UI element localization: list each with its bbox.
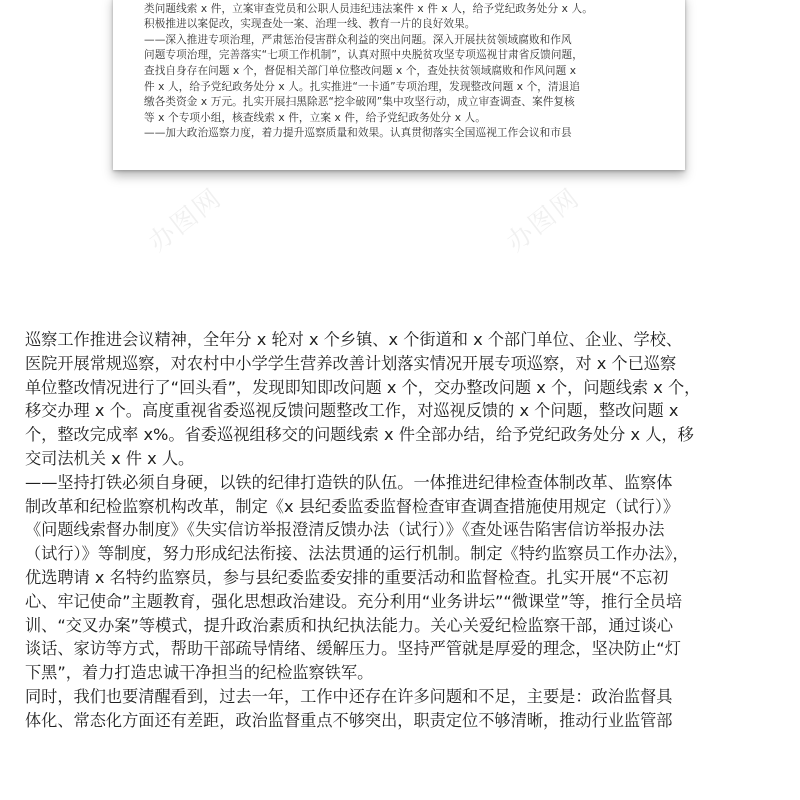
- preview-area: [0, 0, 800, 296]
- card-line: 等 x 个专项小组，核查线索 x 件，立案 x 件，给予党纪政务处分 x 人。: [144, 111, 486, 124]
- body-line: ——坚持打铁必须自身硬，以铁的纪律打造铁的队伍。一体推进纪律检查体制改革、监察体: [25, 472, 673, 492]
- body-line: 同时，我们也要清醒看到，过去一年，工作中还存在许多问题和不足，主要是：政治监督具: [25, 686, 673, 706]
- document-body: [25, 328, 780, 733]
- body-line: （试行）》等制度，努力形成纪法衔接、法法贯通的运行机制。制定《特约监察员工作办法》，: [25, 544, 689, 564]
- body-line: 下黑”，着力打造忠诚干净担当的纪检监察铁军。: [25, 663, 374, 683]
- document-preview-text: [144, 0, 664, 142]
- card-line: ——深入推进专项治理，严肃惩治侵害群众利益的突出问题。深入开展扶贫领域腐败和作风: [144, 33, 572, 46]
- card-line: 件 x 人，给予党纪政务处分 x 人。扎实推进“一卡通”专项治理，发现整改问题 x 个，清退追: [144, 80, 581, 93]
- body-line: 移交办理 x 个。高度重视省委巡视反馈问题整改工作，对巡视反馈的 x 个问题，整改问题 x: [25, 401, 679, 421]
- card-line: 积极推进以案促改，实现查处一案、治理一线、教育一片的良好效果。: [144, 18, 476, 31]
- body-line: 训、“交叉办案”等模式，提升政治素质和执纪执法能力。关心关爱纪检监察干部，通过谈心: [25, 615, 674, 635]
- card-line: 缴各类资金 x 万元。扎实开展扫黑除恶“挖伞破网”集中攻坚行动，成立审查调查、案件复核: [144, 96, 575, 109]
- card-line: 类问题线索 x 件，立案审查党员和公职人员违纪违法案件 x 件 x 人，给予党纪政务处分 x 人。: [144, 2, 593, 15]
- body-line: 单位整改情况进行了“回头看”，发现即知即改问题 x 个，交办整改问题 x 个，问题线索 x 个，: [25, 377, 701, 397]
- body-line: 个，整改完成率 x%。省委巡视组移交的问题线索 x 件全部办结，给予党纪政务处分 x 人，移: [25, 425, 694, 445]
- watermark-text: 办图网: [143, 182, 228, 259]
- body-line: 优选聘请 x 名特约监察员，参与县纪委监委安排的重要活动和监督检查。扎实开展“不忘初: [25, 567, 669, 587]
- document-preview-card: [113, 0, 685, 170]
- body-line: 交司法机关 x 件 x 人。: [25, 448, 195, 468]
- watermark-text: 办图网: [501, 182, 586, 259]
- body-line: 谈话、家访等方式，帮助干部疏导情绪、缓解压力。坚持严管就是厚爱的理念，坚决防止“灯: [25, 639, 681, 659]
- body-line: 《问题线索督办制度》《失实信访举报澄清反馈办法（试行）》《查处诬告陷害信访举报办法: [25, 520, 665, 540]
- body-line: 巡察工作推进会议精神，全年分 x 轮对 x 个乡镇、x 个街道和 x 个部门单位、企业、学校、: [25, 330, 683, 349]
- card-line: 问题专项治理，完善落实“七项工作机制”，认真对照中央脱贫攻坚专项巡视甘肃省反馈问题，: [144, 49, 583, 62]
- body-line: 医院开展常规巡察，对农村中小学学生营养改善计划落实情况开展专项巡察，对 x 个已巡察: [25, 353, 677, 373]
- card-line: 查找自身存在问题 x 个，督促相关部门单位整改问题 x 个，查处扶贫领域腐败和作风问题 x: [144, 64, 577, 77]
- body-line: 制改革和纪检监察机构改革，制定《x 县纪委监委监督检查审查调查措施使用规定（试行）》: [25, 496, 680, 516]
- card-line: ——加大政治巡察力度，着力提升巡察质量和效果。认真贯彻落实全国巡视工作会议和市县: [144, 127, 572, 140]
- body-line: 体化、常态化方面还有差距，政治监督重点不够突出，职责定位不够清晰，推动行业监管部: [25, 710, 673, 730]
- body-line: 心、牢记使命”主题教育，强化思想政治建设。充分利用“业务讲坛”“微课堂”等，推行全员培: [25, 591, 683, 611]
